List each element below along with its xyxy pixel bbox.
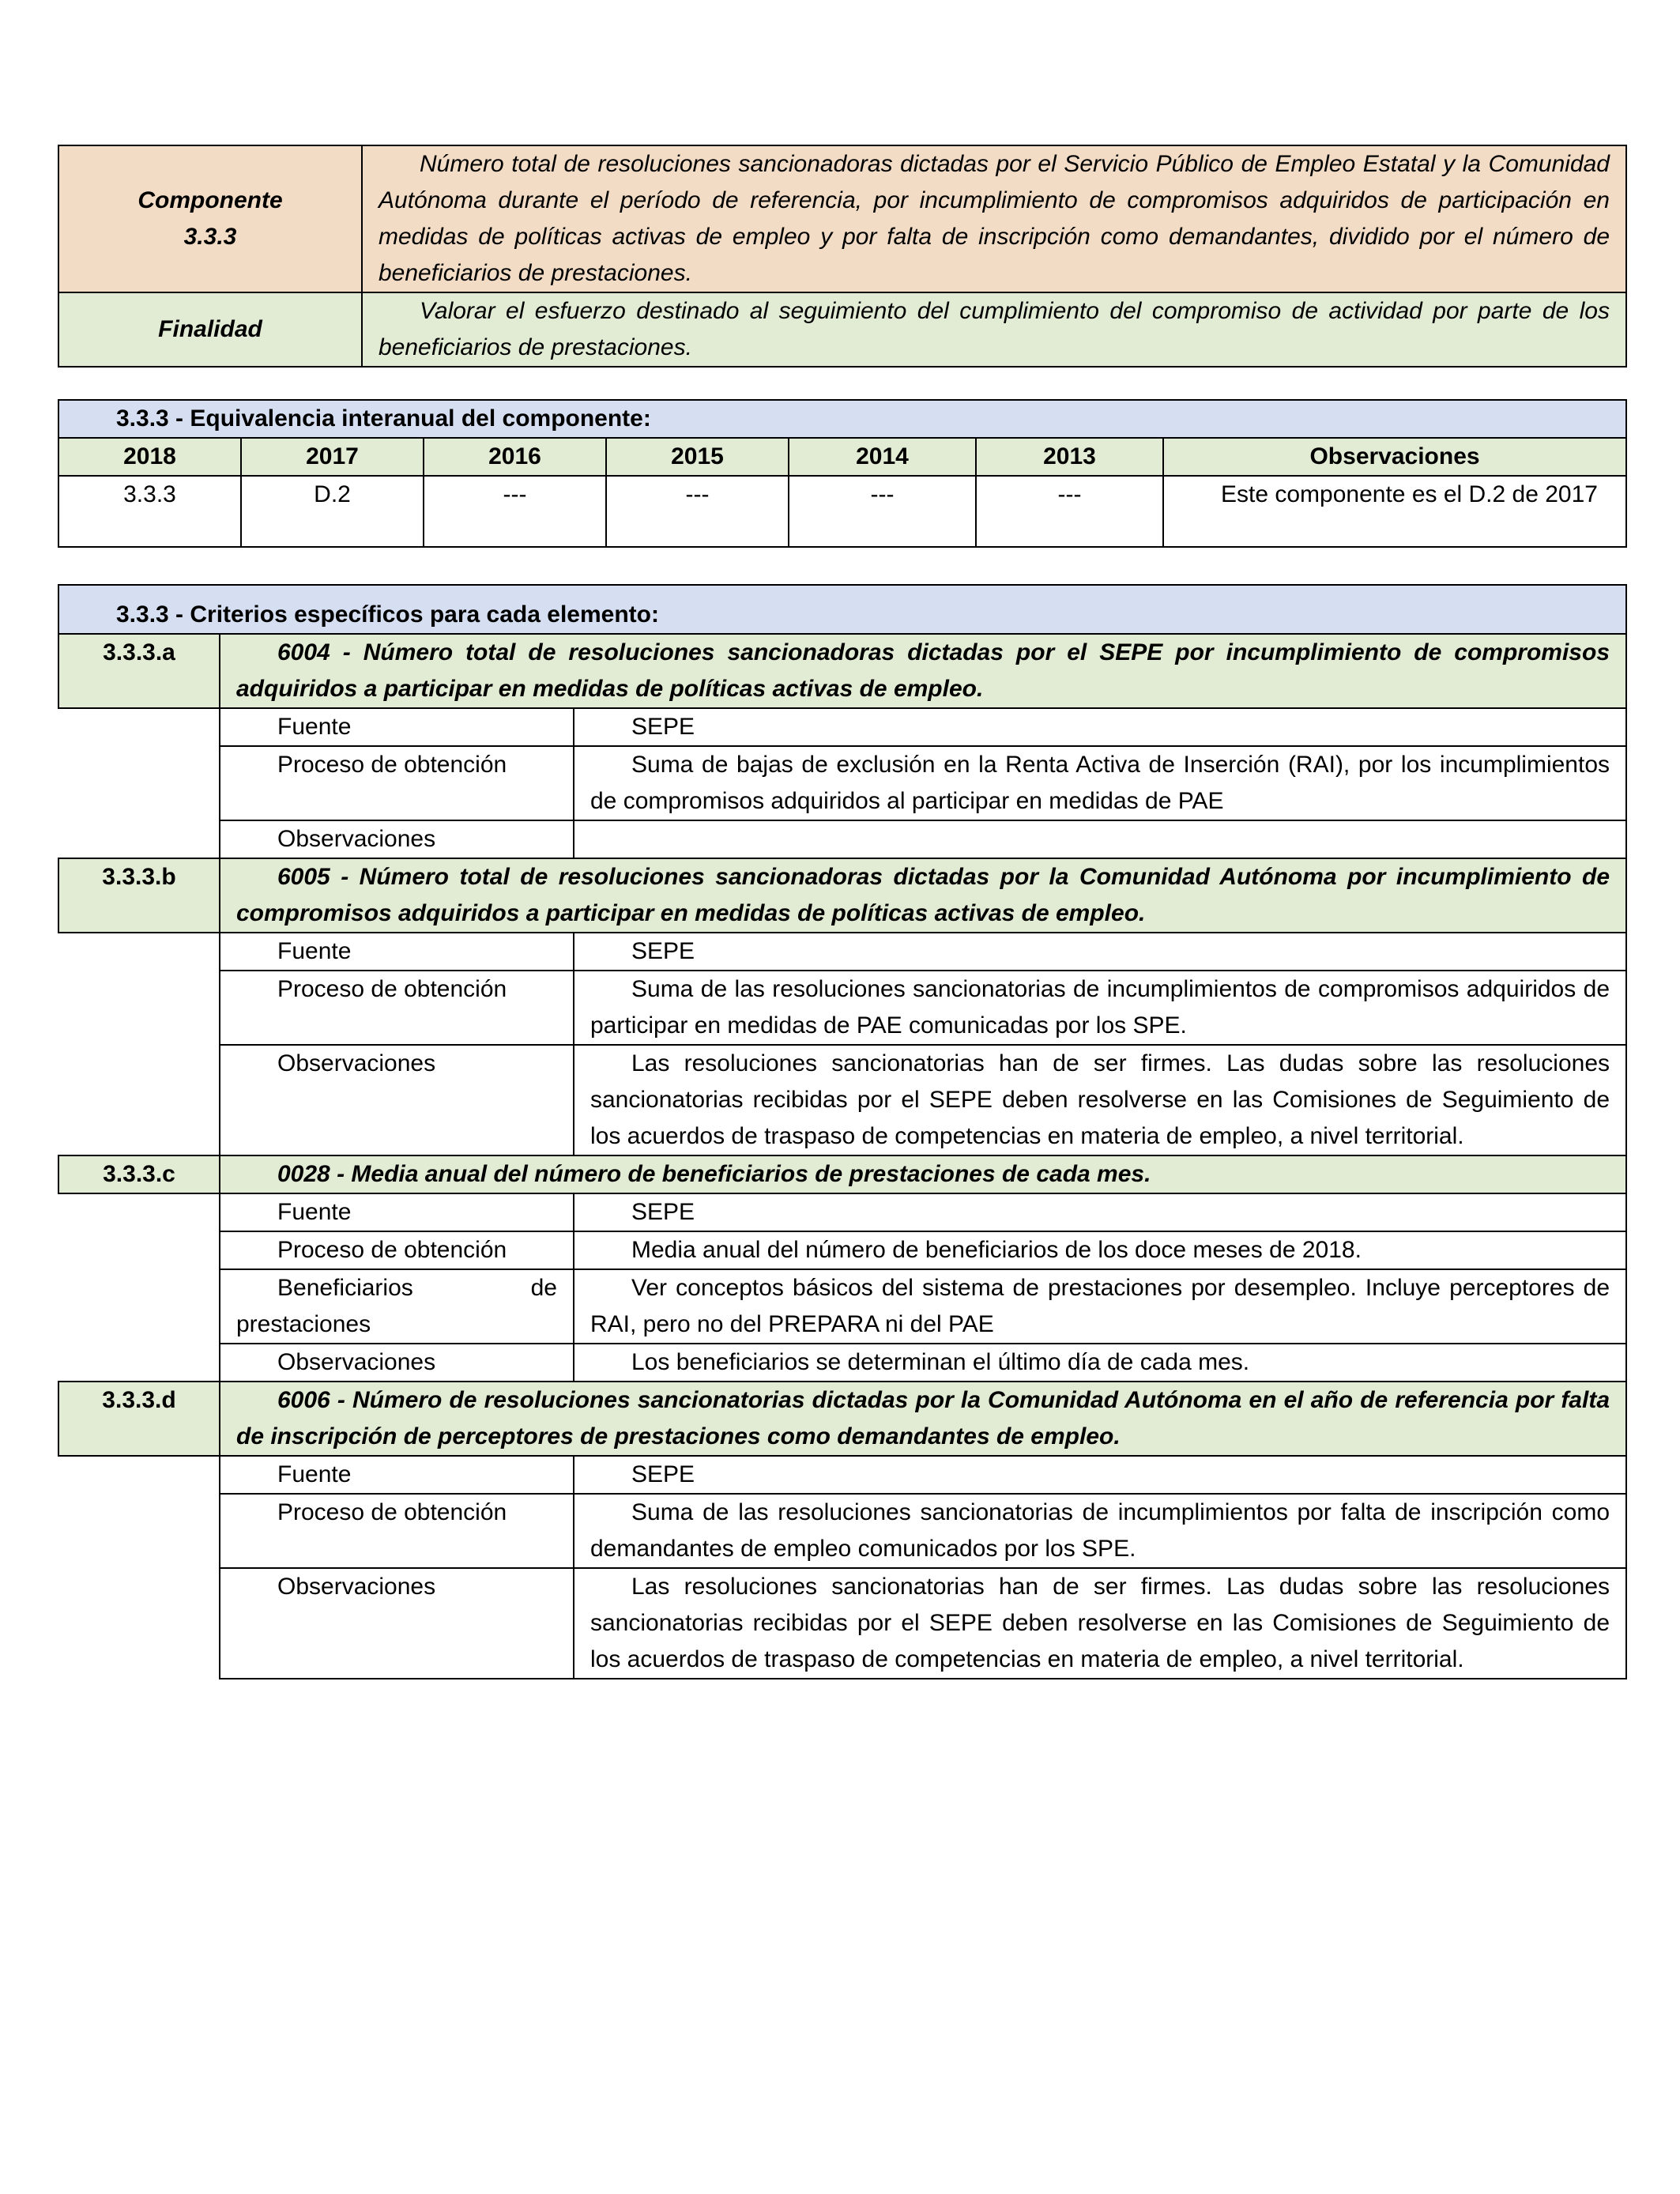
indent-cell [58,971,220,1045]
element-detail-row [58,746,1626,820]
indent-cell [58,1231,220,1269]
detail-value: Las resoluciones sancionatorias han de ser firmes. Las dudas sobre las resoluciones sancionatorias recibidas por el SEPE deben resolverse en las Comisiones de Seguimiento de los acuerdos de traspaso de competencias en materia de empleo, a nivel territorial. [574,1568,1626,1679]
element-code: 3.3.3.a [58,634,220,708]
indent-cell [58,1269,220,1344]
element-detail-row [58,933,1626,971]
detail-key: Observaciones [220,1045,574,1155]
detail-value: SEPE [574,708,1626,746]
component-label: Componente [137,187,283,213]
equivalence-header-3: 2015 [606,438,789,476]
element-title: 6006 - Número de resoluciones sancionatorias dictadas por la Comunidad Autónoma en el año de referencia por falta de inscripción de perceptores de prestaciones como demandantes de empleo. [220,1382,1626,1456]
indent-cell [58,1344,220,1382]
detail-value: Suma de las resoluciones sancionatorias de incumplimientos por falta de inscripción como demandantes de empleo comunicados por los SPE. [574,1494,1626,1568]
element-detail-row [58,1269,1626,1344]
element-detail-row [58,1568,1626,1679]
detail-key: Observaciones [220,820,574,858]
equivalence-header-4: 2014 [789,438,976,476]
element-detail-row [58,1344,1626,1382]
detail-key: Observaciones [220,1568,574,1679]
purpose-text: Valorar el esfuerzo destinado al seguimiento del cumplimiento del compromiso de actividad por parte de los beneficiarios de prestaciones. [362,292,1626,367]
component-description: Número total de resoluciones sancionadoras dictadas por el Servicio Público de Empleo Estatal y la Comunidad Autónoma durante el período de referencia, por incumplimiento de compromisos adquiridos de participación en medidas de políticas activas de empleo y por falta de inscripción como demandantes, dividido por el número de beneficiarios de prestaciones. [362,145,1626,292]
indent-cell [58,1193,220,1231]
detail-key: Beneficiarios de prestaciones [220,1269,574,1344]
equivalence-cell-1: D.2 [241,476,424,547]
indent-cell [58,1045,220,1155]
element-detail-row [58,971,1626,1045]
detail-value [574,820,1626,858]
indent-cell [58,1568,220,1679]
equivalence-cell-4: --- [789,476,976,547]
detail-key: Proceso de obtención [220,746,574,820]
detail-value: Media anual del número de beneficiarios de los doce meses de 2018. [574,1231,1626,1269]
detail-value: Ver conceptos básicos del sistema de prestaciones por desempleo. Incluye perceptores de RAI, pero no del PREPARA ni del PAE [574,1269,1626,1344]
element-detail-row [58,708,1626,746]
element-detail-row [58,1045,1626,1155]
criteria-table [58,584,1627,1679]
indent-cell [58,1456,220,1494]
element-detail-row [58,1193,1626,1231]
indent-cell [58,933,220,971]
detail-key: Fuente [220,1456,574,1494]
detail-value: SEPE [574,933,1626,971]
purpose-row [58,292,1626,367]
element-title: 0028 - Media anual del número de beneficiarios de prestaciones de cada mes. [220,1155,1626,1193]
equivalence-cell-2: --- [424,476,606,547]
criteria-element-header [58,1155,1626,1193]
equivalence-cell-3: --- [606,476,789,547]
criteria-title: 3.3.3 - Criterios específicos para cada elemento: [58,585,1626,634]
equivalence-data-row [58,476,1626,547]
detail-key: Fuente [220,1193,574,1231]
equivalence-cell-0: 3.3.3 [58,476,241,547]
element-title: 6004 - Número total de resoluciones sancionadoras dictadas por el SEPE por incumplimiento de compromisos adquiridos a participar en medidas de políticas activas de empleo. [220,634,1626,708]
element-detail-row [58,820,1626,858]
criteria-element-header [58,634,1626,708]
element-code: 3.3.3.b [58,858,220,933]
detail-key: Observaciones [220,1344,574,1382]
equivalence-header-2: 2016 [424,438,606,476]
component-row [58,145,1626,292]
detail-key: Fuente [220,933,574,971]
indent-cell [58,1494,220,1568]
equivalence-cell-6: Este componente es el D.2 de 2017 [1163,476,1626,547]
equivalence-table [58,399,1627,548]
detail-key: Fuente [220,708,574,746]
equivalence-header-1: 2017 [241,438,424,476]
component-table [58,145,1627,368]
purpose-label: Finalidad [58,292,362,367]
criteria-element-header [58,1382,1626,1456]
detail-value: Suma de las resoluciones sancionatorias de incumplimientos de compromisos adquiridos de participar en medidas de PAE comunicadas por los SPE. [574,971,1626,1045]
equivalence-cell-5: --- [976,476,1163,547]
detail-key: Proceso de obtención [220,1494,574,1568]
detail-value: Las resoluciones sancionatorias han de ser firmes. Las dudas sobre las resoluciones sancionatorias recibidas por el SEPE deben resolverse en las Comisiones de Seguimiento de los acuerdos de traspaso de competencias en materia de empleo, a nivel territorial. [574,1045,1626,1155]
detail-value: Los beneficiarios se determinan el último día de cada mes. [574,1344,1626,1382]
element-code: 3.3.3.d [58,1382,220,1456]
detail-value: SEPE [574,1193,1626,1231]
element-detail-row [58,1231,1626,1269]
equivalence-header-row [58,438,1626,476]
element-detail-row [58,1456,1626,1494]
indent-cell [58,820,220,858]
equivalence-header-0: 2018 [58,438,241,476]
equivalence-title: 3.3.3 - Equivalencia interanual del componente: [58,400,1626,438]
detail-value: SEPE [574,1456,1626,1494]
detail-key: Proceso de obtención [220,1231,574,1269]
element-code: 3.3.3.c [58,1155,220,1193]
indent-cell [58,746,220,820]
component-label-cell [58,145,362,292]
element-detail-row [58,1494,1626,1568]
criteria-element-header [58,858,1626,933]
element-title: 6005 - Número total de resoluciones sancionadoras dictadas por la Comunidad Autónoma por incumplimiento de compromisos adquiridos a participar en medidas de políticas activas de empleo. [220,858,1626,933]
detail-key: Proceso de obtención [220,971,574,1045]
equivalence-header-6: Observaciones [1163,438,1626,476]
indent-cell [58,708,220,746]
component-number: 3.3.3 [183,224,237,250]
detail-value: Suma de bajas de exclusión en la Renta Activa de Inserción (RAI), por los incumplimientos de compromisos adquiridos al participar en medidas de PAE [574,746,1626,820]
equivalence-header-5: 2013 [976,438,1163,476]
